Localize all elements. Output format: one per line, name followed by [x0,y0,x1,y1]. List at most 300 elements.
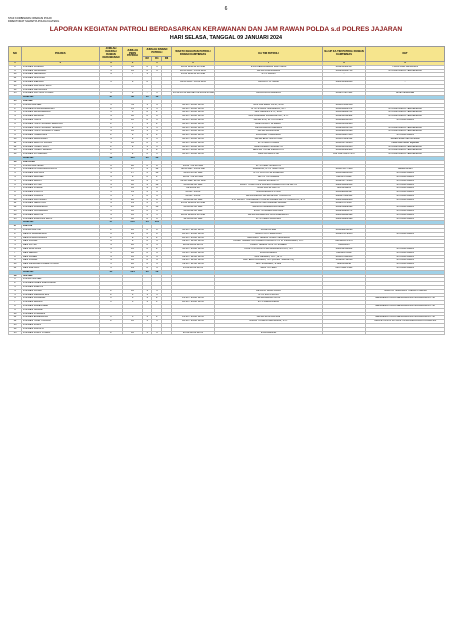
cell-r: 1 [142,103,152,107]
cell-a: 2 [99,320,123,324]
cell-kat: BRIPKA BOY AHMADY [215,122,323,126]
cell-a: 2 [99,122,123,126]
cell-pol: JUMLAH [21,270,99,274]
cell-no: 4 [9,289,22,293]
cell-time: 06.00 - 09.00 WITA [171,126,214,130]
cell-ket: SITUASI AMAN [366,255,445,259]
cell-h: 4 [152,251,162,255]
cell-r: 2 [142,118,152,122]
cell-time: 06.00 - 09.00 WITA [171,149,214,153]
cell-hp: 081253451789 [322,126,365,130]
cell-b: 7 [123,122,142,126]
cell-kat: AIPDA BONI BAIMAN [215,92,323,96]
cell-h: 4 [152,259,162,263]
cell-pol: POLRES BALANGAN [21,137,99,141]
cell-no: 11 [9,267,22,271]
cell-b: 6 [123,92,142,96]
cell-b: 16 [123,69,142,73]
cell-t [162,331,172,335]
cell-no: 12 [9,320,22,324]
cell-r: 1 [142,149,152,153]
header-jumlah-rawan: JUMLAH RAWAN PATROLI [142,47,171,57]
cell-kat: AIPDA MHD FATRIM [215,316,323,320]
cell-time: 04.00 - 23.00 WIB [171,164,214,168]
cell-hp: 082138511060 [322,248,365,252]
cell-pol: POLRES LUWU UTARA [21,331,99,335]
cell-kat: IPDA ABU HURAIRAH [215,134,323,138]
cell-no: 5 [9,179,22,183]
cell-h: 4 [152,244,162,248]
index-cell: 3 [99,62,123,66]
cell-r: 2 [142,210,152,214]
cell-no: 10 [9,73,22,77]
cell-h: 3 [152,153,162,157]
cell-no: 10 [9,312,22,316]
cell-time: 06.00 - 09.00 WITA [171,115,214,119]
cell-kat: IPDA YOHANES LALUNG [215,210,323,214]
header-jumlah-personil: JUMLAH PERS PATROLI [123,47,142,62]
cell-ket: SITUASI AMAN TERKENDALI [366,145,445,149]
cell-pol: POLRES SIDRAP [21,308,99,312]
cell-hp: 081352351643 [322,145,365,149]
cell-h: 58 [152,270,162,274]
cell-b: 10 [123,118,142,122]
cell-hp: 082153906634 [322,183,365,187]
cell-pol: JUMLAH [21,221,99,225]
cell-b: 8 [123,175,142,179]
cell-r: 4 [142,183,152,187]
cell-no: 10 [9,137,22,141]
cell-pol: POLRES BARITO KUALA [21,141,99,145]
cell-ket: Situasi aman dan kondusif [366,137,445,141]
cell-hp: +62 812-5543-7037 [322,153,365,157]
cell-no: 3 [9,111,22,115]
cell-no: 4 [9,240,22,244]
cell-a: 2 [99,331,123,335]
cell-h: 101 [152,221,162,225]
cell-h: 2 [152,316,162,320]
cell-hp: 081347540000 [322,255,365,259]
cell-h: 8 [152,229,162,233]
cell-b: 16 [123,248,142,252]
cell-time: 06.00 - 09.00 WITA [171,118,214,122]
cell-pol: POLRES KOTIM [21,183,99,187]
cell-time: 09.00-22.00 WIB [171,210,214,214]
cell-a: 3 [99,111,123,115]
cell-no: 12 [9,145,22,149]
cell-ket: SITUASI AMAN [366,213,445,217]
cell-b: 12 [123,255,142,259]
cell-r: 20 [142,270,152,274]
cell-no: 11 [9,77,22,81]
cell-h: 3 [152,210,162,214]
cell-time: 15.00-18.00 WITA [171,267,214,271]
cell-a: 3 [99,179,123,183]
cell-r: 1 [142,331,152,335]
cell-hp: 085256885271 [322,210,365,214]
cell-ket: SITUASI AMAN [366,183,445,187]
cell-no: 9 [9,259,22,263]
cell-time: 21.00-00.00 WITA [171,331,214,335]
cell-kat: AIPDA ABDUL LATIF [215,297,323,301]
cell-b: 20 [123,229,142,233]
cell-time: 06.00 - 09.00 WITA [171,134,214,138]
cell-hp [322,331,365,335]
cell-h: 8 [152,198,162,202]
cell-no: 14 [9,153,22,157]
cell-r: 2 [142,115,152,119]
cell-h: 5 [152,107,162,111]
cell-a: 4 [99,217,123,221]
cell-a: 3 [99,103,123,107]
cell-b: 18 [123,217,142,221]
cell-h: 4 [152,263,162,267]
cell-no: 11 [9,316,22,320]
cell-kat: AKP DARWAN FIRMANSYAH, S.H. [215,115,323,119]
cell-b: 14 [123,202,142,206]
cell-h: 16 [152,96,162,100]
cell-b: 9 [123,126,142,130]
cell-r: 2 [142,141,152,145]
index-cell: 4 [123,62,142,66]
cell-b: 28 [123,164,142,168]
header-jumlah-daerah: JUMLAH DAERAH RAWAN KERAWANAN [99,47,123,62]
cell-time: 08.00 WIB- 22.00 WIB [171,179,214,183]
cell-h: 5 [152,293,162,297]
cell-hp: 082327566341 [322,194,365,198]
cell-a: 37 [99,96,123,100]
cell-b: 27 [123,168,142,172]
cell-pol: POLDA KALTENG [21,164,99,168]
cell-time: 06.00 - 09.00 WITA [171,137,214,141]
cell-r: 2 [142,240,152,244]
cell-no: 13 [9,84,22,88]
cell-r: 2 [142,137,152,141]
cell-h: 3 [152,331,162,335]
cell-no: 5 [9,293,22,297]
cell-r: 2 [142,175,152,179]
cell-no: 14 [9,327,22,331]
cell-hp: 081251773666 [322,179,365,183]
cell-pol: POLRES MELAWI [21,80,99,84]
cell-a: 2 [99,145,123,149]
cell-kat: AIPDA A. MAKHULAU [215,289,323,293]
cell-b: 17 [123,172,142,176]
cell-pol: RES BONTANG [21,248,99,252]
cell-hp: 081247373007 [322,202,365,206]
cell-time: 16.00 - 23.00 WITA [171,248,214,252]
cell-pol: POLDA KALTIM [21,229,99,233]
cell-ket: SITUASI AMAN [366,232,445,236]
cell-no: 15 [9,92,22,96]
cell-a: 4 [99,130,123,134]
cell-pol: POLRES BARTIM [21,213,99,217]
cell-kat: IPTU HERU WIBOWO [215,217,323,221]
cell-b: 3 [123,194,142,198]
cell-h: 10 [152,172,162,176]
report-subtitle: HARI SELASA, TANGGAL 09 JANUARI 2024 [169,35,283,41]
cell-h: 2 [152,134,162,138]
cell-pol: POLRES PULPIS [21,191,99,195]
cell-r: 2 [142,255,152,259]
index-cell: 7 [215,62,323,66]
cell-pol: POLRES BARSEL [21,175,99,179]
cell-b: 16 [123,141,142,145]
cell-ket: TIDAK DI TEMUKAN TINDAK PIDANA [366,289,445,293]
cell-pol: RES PASER [21,255,99,259]
cell-pol: KALTENG [21,160,99,164]
cell-hp: 081347489312 [322,137,365,141]
cell-ket: SITUASI AMAN [366,251,445,255]
cell-kat: IPDA KENDRAWAN MANYANG [215,65,323,69]
cell-kat: AIPDA SUSANTO [215,179,323,183]
cell-b: 14 [123,191,142,195]
header-ket: KET [366,47,445,62]
cell-a: 1 [99,316,123,320]
cell-ket: SITUASI AMAN [366,217,445,221]
cell-hp: 081351754903 [322,141,365,145]
cell-pol: POLRES BARUT [21,179,99,183]
cell-r: 4 [142,187,152,191]
cell-pol: POLRES GOWA [21,289,99,293]
header-waktu: WAKTU KEGIATAN PATROLI RAWAN KAMTIBMAS [171,47,214,62]
cell-pol: POLRES PINRANG [21,312,99,316]
cell-h: 2 [152,175,162,179]
cell-b: 16 [123,259,142,263]
cell-no: 6 [9,122,22,126]
page-number: 6 [224,6,228,12]
cell-hp: 085349862781 [322,111,365,115]
cell-b: 11 [123,103,142,107]
cell-hp: 81251370342 [322,175,365,179]
cell-b: 5 [123,111,142,115]
cell-r: 2 [142,259,152,263]
cell-kat: IPTU HERI SUSANTO [215,164,323,168]
cell-r: 4 [142,179,152,183]
cell-r: 2 [142,69,152,73]
cell-r: 2 [142,244,152,248]
cell-a: 3 [99,263,123,267]
cell-r: 1 [142,145,152,149]
cell-hp: 082154826490 [322,217,365,221]
cell-r: 2 [142,248,152,252]
cell-pol: RES KUKAR [21,240,99,244]
cell-a: 2 [99,229,123,233]
cell-h: 5 [152,320,162,324]
cell-a: 42 [99,156,123,160]
cell-pol: POLRES LAMANDAU [21,206,99,210]
cell-b: 8 [123,236,142,240]
cell-r: 10 [142,96,152,100]
cell-no: 11 [9,141,22,145]
cell-ket: MENCEGAH DAN MENGURANGI GANGGUAN KTM [366,305,445,309]
cell-time: 09.00-22.00 [171,187,214,191]
cell-pol: JUMLAH [21,156,99,160]
cell-no: 10 [9,263,22,267]
cell-hp: 81248976532 [322,251,365,255]
cell-b: 5 [123,297,142,301]
cell-hp: 085245662734 [322,69,365,73]
cell-h: 3 [152,145,162,149]
cell-ket: SITUASI AMAN TERKENDALI [366,130,445,134]
cell-time: 21.00 - 24.00 WITA [171,297,214,301]
cell-no: 1 [9,278,22,282]
header-sub-r: R2 [142,57,152,62]
cell-r: 2 [142,206,152,210]
cell-r: 1 [142,107,152,111]
cell-kat: P.S. KASAT TURJAWALI / KAPSPOLRES AIPTU HASANTO, S.H. [215,198,323,202]
cell-b: 16 [123,130,142,134]
cell-a: 4 [99,141,123,145]
cell-no: 2 [9,107,22,111]
cell-kat: BRIPKA HENDRA RAHMAN [215,206,323,210]
cell-ket: SITUASI AMAN TERKENDALI [366,69,445,73]
cell-h: 4 [152,191,162,195]
cell-no: 15 [9,331,22,335]
cell-r: 3 [142,172,152,176]
cell-h: 4 [152,194,162,198]
cell-no: 18 [9,274,22,278]
cell-pol: JUMLAH [21,96,99,100]
cell-pol: POLDA KALSEL [21,103,99,107]
cell-kat: AIPDA ALPAKHARMAN [215,126,323,130]
cell-ket: Aman terkendali [366,92,445,96]
cell-r: 2 [142,267,152,271]
cell-a: 4 [99,69,123,73]
cell-ket [366,331,445,335]
cell-r: 2 [142,229,152,233]
cell-h: 10 [152,206,162,210]
cell-pol: POLRES HULU SUNGAI UTARA [21,130,99,134]
cell-no: 9 [9,194,22,198]
cell-r: 1 [142,134,152,138]
cell-pol: POLRES SANGGAU [21,69,99,73]
cell-no: 1 [9,103,22,107]
cell-hp: 081351807333 [322,134,365,138]
cell-a: 4 [99,198,123,202]
cell-kat: BRIPKA EDO JUNAIDYS [215,145,323,149]
cell-no: 10 [9,198,22,202]
cell-h: 4 [152,103,162,107]
cell-r: 3 [142,191,152,195]
cell-a: 2 [99,134,123,138]
cell-b: 60 [123,96,142,100]
cell-time: 09.00 - 12.00 WITA [171,255,214,259]
cell-time: 06.00 - 09.00 WITA [171,122,214,126]
cell-no: 1 [9,164,22,168]
cell-kat: IPTU PARDI [215,73,323,77]
cell-ket: Tidak ditemukan kejadian [366,141,445,145]
cell-b: 5 [123,301,142,305]
cell-time: 09.00 - 24.00 [171,194,214,198]
cell-no: 3 [9,236,22,240]
cell-hp: 081254316482 [322,115,365,119]
cell-a: 4 [99,206,123,210]
cell-ket: SITUASI AMAN [366,187,445,191]
cell-kat: AIPDA KURNIAWAN [215,69,323,73]
cell-no: 6 [9,297,22,301]
cell-no: 3 [9,286,22,290]
cell-a: 4 [99,202,123,206]
header-hp: No HP KA TIM PATROLI RAWAN KAMTIBMAS [322,47,365,62]
cell-ket: SITUASI AMAN [366,206,445,210]
cell-b: 20 [123,206,142,210]
cell-no: 12 [9,80,22,84]
cell-pol: POLRES KAPUAS [21,172,99,176]
cell-b: 16 [123,179,142,183]
cell-no: 4 [9,115,22,119]
letterhead [8,17,59,23]
cell-time: 06.00 - 24.00 [171,191,214,195]
cell-time: 20.00 - 23.00 WITA [171,236,214,240]
table-row [9,331,445,335]
cell-hp: 08211206 1970 [322,240,365,244]
cell-time: 06.00 - 09.00 WITA [171,145,214,149]
cell-a: 57 [99,221,123,225]
cell-b: 13 [123,107,142,111]
cell-b: 24 [123,232,142,236]
cell-no: 8 [9,255,22,259]
cell-kat: AKP SUMARDI, S.Sos [215,263,323,267]
cell-kat: AIPDA RIDUL/ AIPDA APRIL YULIANTO [215,194,323,198]
cell-b: 255 [123,221,142,225]
cell-h: 6 [152,179,162,183]
cell-pol: POLRES ENREKANG [21,316,99,320]
cell-a: 4 [99,259,123,263]
cell-ket: MENCEGAH DAN MENGURANGI GANGGUAN KTM [366,297,445,301]
cell-r: 1 [142,122,152,126]
cell-a: 2 [99,107,123,111]
cell-h: 5 [152,141,162,145]
cell-pol: POLRES TANAH BUMBU [21,149,99,153]
cell-ket: SITUASI AMAN TERKENDALI [366,126,445,130]
cell-kat: WAKASAT SAMAPTA AKP LEONARD [215,236,323,240]
cell-h: 4 [152,267,162,271]
cell-ket: SITUASI AMAN [366,263,445,267]
cell-a: 3 [99,80,123,84]
cell-no: 13 [9,210,22,214]
cell-hp: 082153908908 [322,198,365,202]
cell-a: 4 [99,244,123,248]
cell-pol: POLRES BANJARBARU [21,111,99,115]
cell-time: 22.00-04.00 WIB [171,217,214,221]
cell-a: 4 [99,115,123,119]
cell-ket: SITUASI AMAN [366,267,445,271]
cell-a: 4 [99,118,123,122]
cell-kat: KOMPOL ERI [215,229,323,233]
cell-r: 1 [142,126,152,130]
cell-no: 4 [9,175,22,179]
table-body [9,62,445,335]
cell-r: 3 [142,213,152,217]
cell-a: 3 [99,191,123,195]
cell-hp: 0821234048 [322,263,365,267]
header-polres: POLRES [21,47,99,62]
cell-kat: PAMALIKI, IPTU HARTONO [215,168,323,172]
cell-b: 5 [123,316,142,320]
cell-r: 2 [142,251,152,255]
index-cell: 9 [366,62,445,66]
cell-a: 3 [99,210,123,214]
cell-pol: RESTA BALIKPAPAN [21,236,99,240]
cell-hp: 081257587421 [322,92,365,96]
cell-h: 5 [152,202,162,206]
cell-no: 8 [9,305,22,309]
cell-a: 3 [99,126,123,130]
cell-time: 08.00-22.00 WIB [171,183,214,187]
cell-hp: 081345906472 [322,107,365,111]
cell-kat: IPTU ARDAN ERFI [215,301,323,305]
